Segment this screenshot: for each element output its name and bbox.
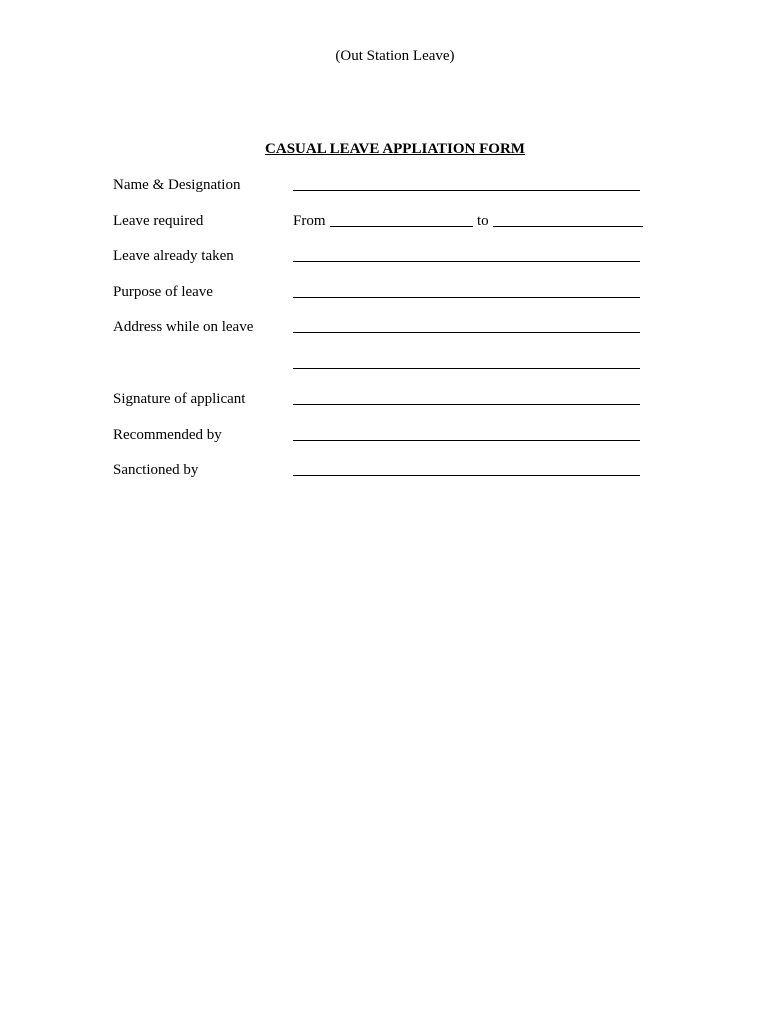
signature-field[interactable] bbox=[293, 404, 640, 405]
to-label: to bbox=[477, 213, 489, 229]
sanctioned-by-label: Sanctioned by bbox=[113, 462, 199, 478]
purpose-label: Purpose of leave bbox=[113, 284, 213, 300]
leave-required-label: Leave required bbox=[113, 213, 204, 229]
leave-from-field[interactable] bbox=[330, 226, 473, 227]
form-title: CASUAL LEAVE APPLIATION FORM bbox=[265, 141, 525, 157]
recommended-by-field[interactable] bbox=[293, 440, 640, 441]
address-label: Address while on leave bbox=[113, 319, 254, 335]
leave-taken-label: Leave already taken bbox=[113, 248, 234, 264]
leave-to-field[interactable] bbox=[493, 226, 643, 227]
recommended-by-label: Recommended by bbox=[113, 427, 222, 443]
sanctioned-by-field[interactable] bbox=[293, 475, 640, 476]
address-field-line-1[interactable] bbox=[293, 332, 640, 333]
name-designation-label: Name & Designation bbox=[113, 177, 241, 193]
signature-label: Signature of applicant bbox=[113, 391, 246, 407]
name-designation-field[interactable] bbox=[293, 190, 640, 191]
form-subtitle: (Out Station Leave) bbox=[335, 48, 455, 64]
from-label: From bbox=[293, 213, 326, 229]
leave-taken-field[interactable] bbox=[293, 261, 640, 262]
address-field-line-2[interactable] bbox=[293, 368, 640, 369]
purpose-field[interactable] bbox=[293, 297, 640, 298]
